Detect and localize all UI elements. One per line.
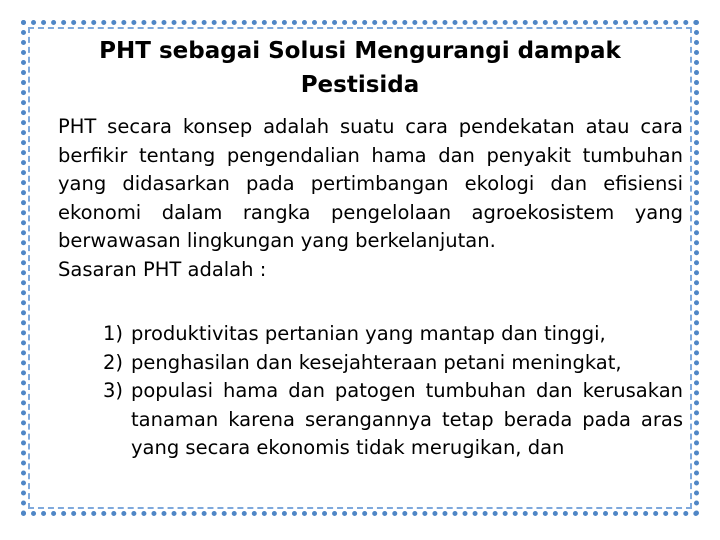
sasaran-list [103,320,683,463]
list-item [103,377,683,463]
list-item [103,349,683,378]
list-item-text: populasi hama dan patogen tumbuhan dan kerusakan tanaman karena serangannya tetap berada pada aras yang secara ekonomis tidak merugikan, dan [131,379,683,459]
list-item-number: 1) [103,322,124,345]
slide-body [58,113,683,284]
sasaran-label: Sasaran PHT adalah : [58,257,267,281]
list-item [103,320,683,349]
definition-paragraph: PHT secara konsep adalah suatu cara pendekatan atau cara berfikir tentang pengendalian hama dan penyakit tumbuhan yang didasarkan pada pertimbangan ekologi dan efisiensi ekonomi dalam rangka pengelolaan agroekosistem yang berwawasan lingkungan yang berkelanjutan. [58,115,683,252]
list-item-number: 3) [103,379,124,402]
list-item-text: produktivitas pertanian yang mantap dan tinggi, [131,322,606,345]
slide-title [40,34,680,102]
title-line-2: Pestisida [300,72,420,98]
list-item-number: 2) [103,350,124,374]
title-line-1: PHT sebagai Solusi Mengurangi dampak [99,38,621,64]
list-item-text: penghasilan dan kesejahteraan petani meningkat, [131,350,622,374]
